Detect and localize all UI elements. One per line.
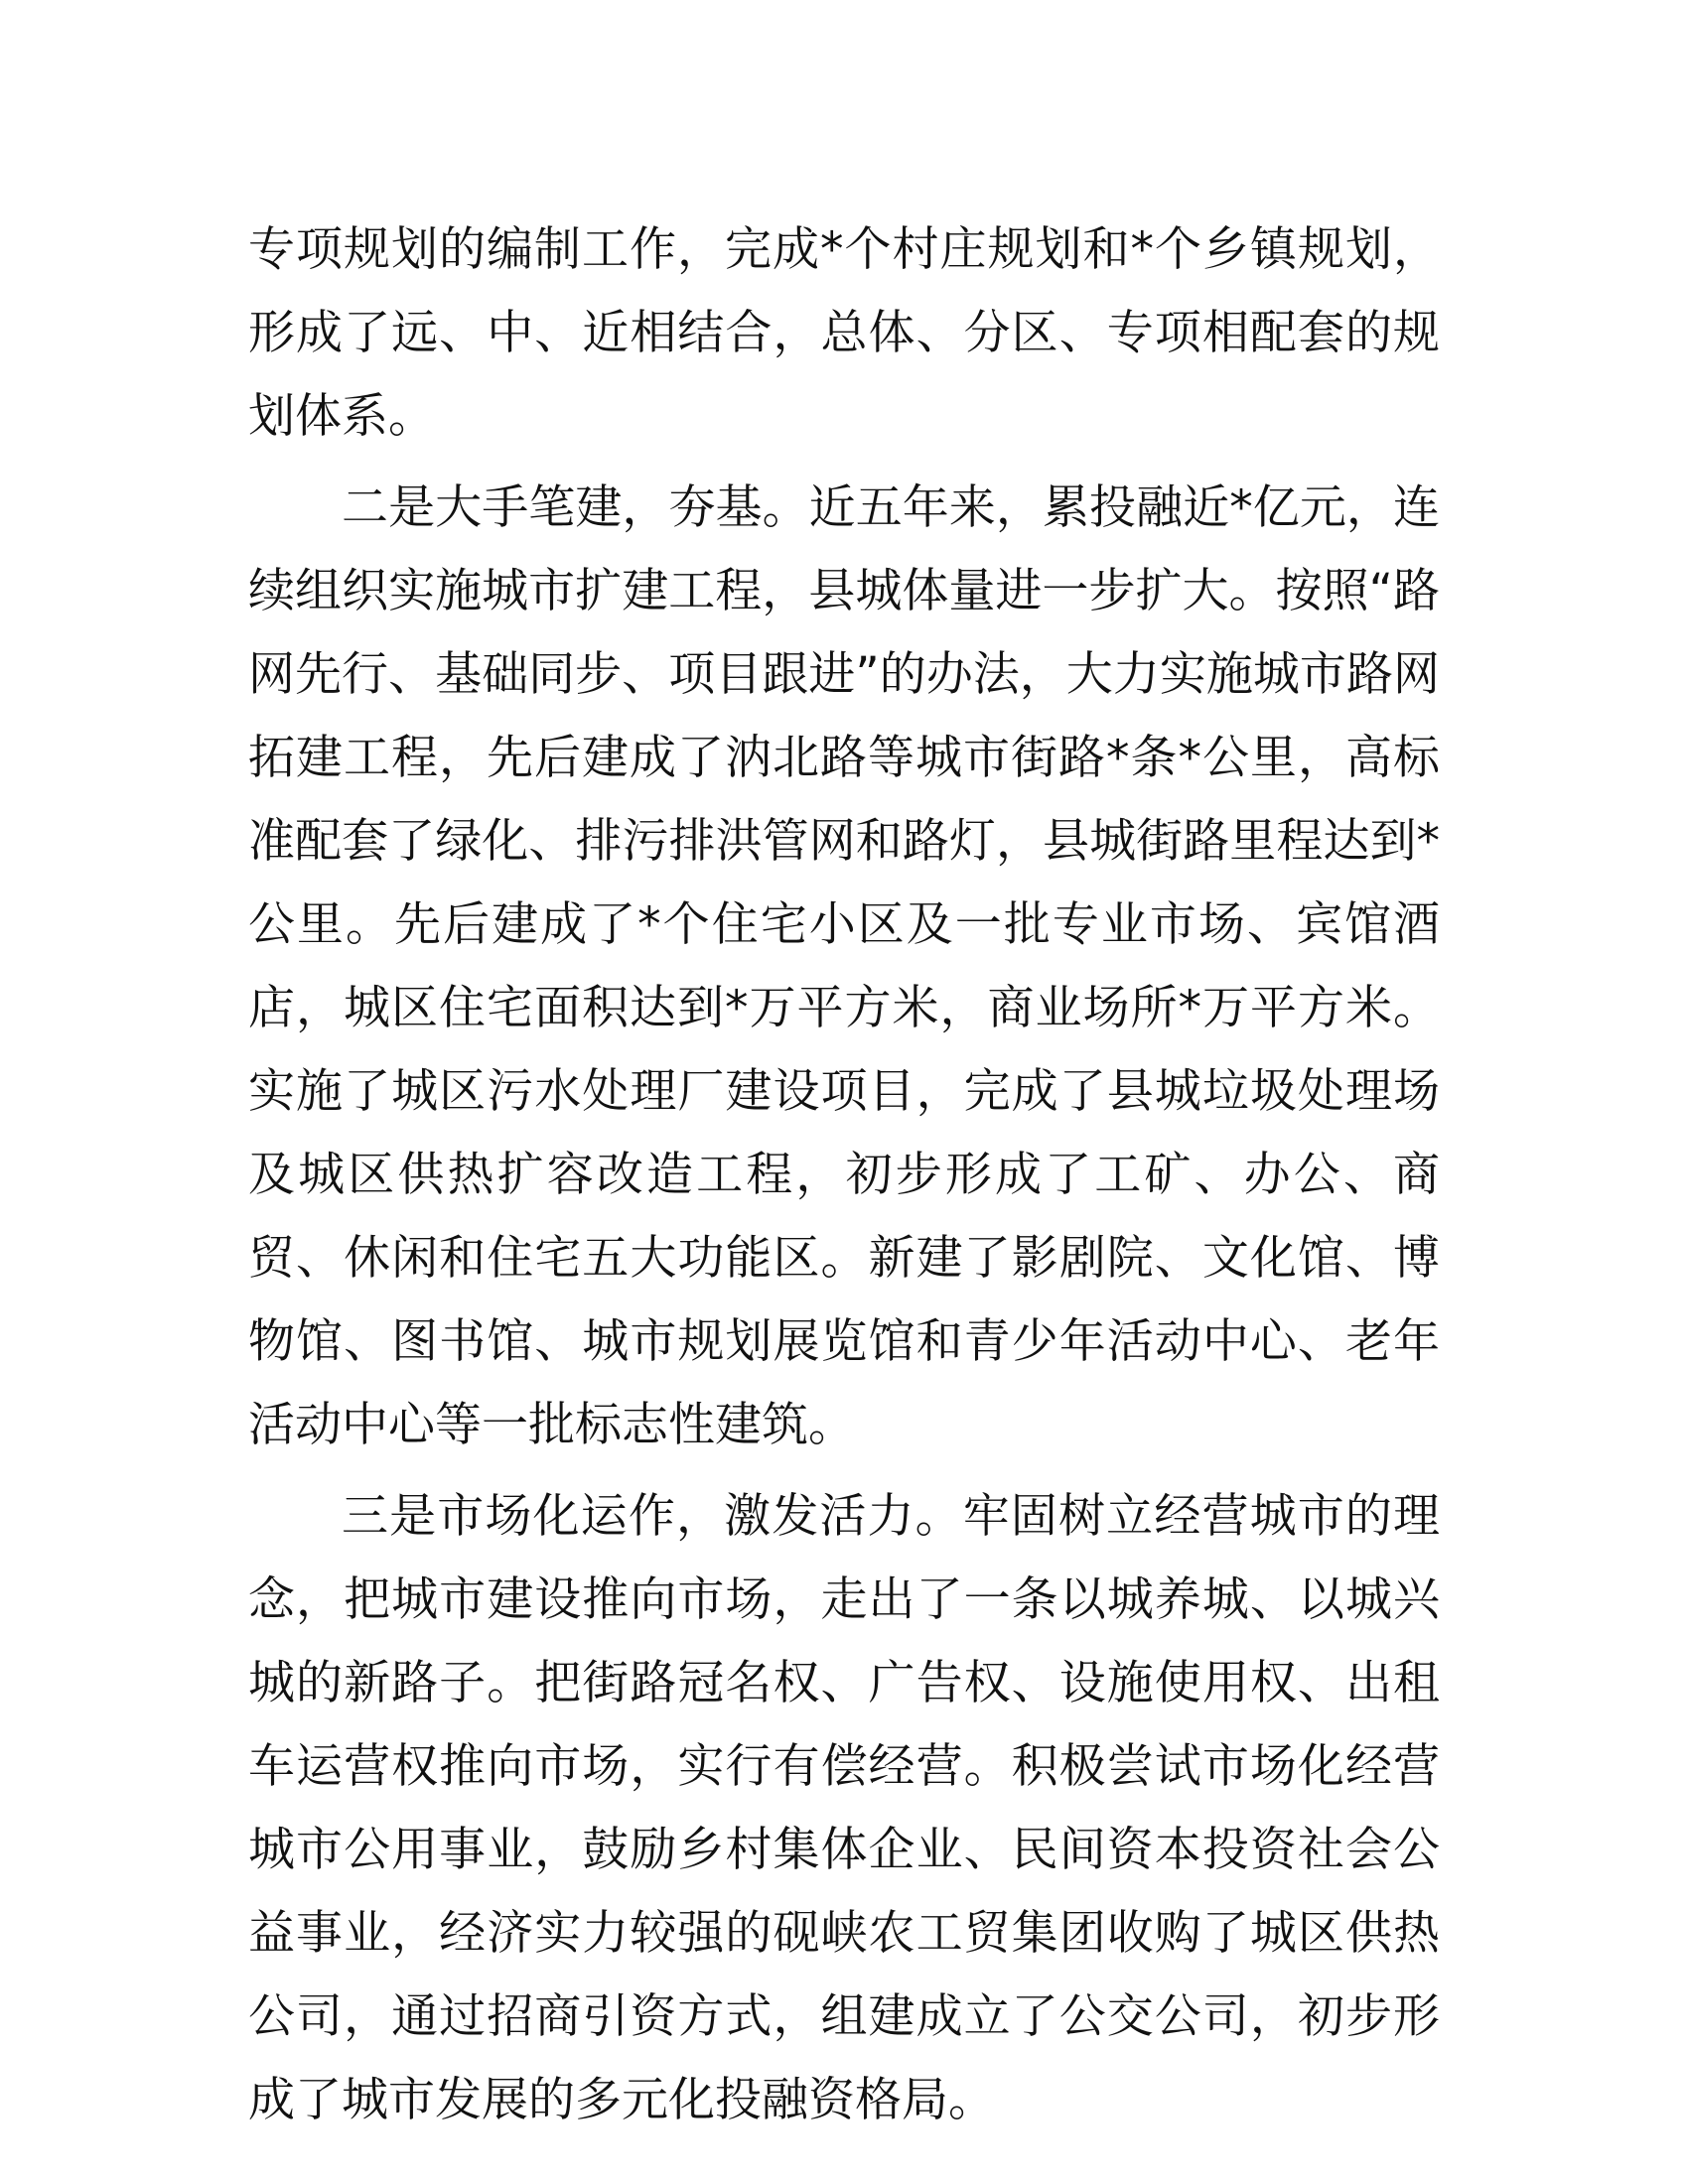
paragraph-planning-continued: 专项规划的编制工作，完成*个村庄规划和*个乡镇规划，形成了远、中、近相结合，总体、分区、专项相配套的规划体系。 bbox=[248, 222, 1440, 444]
paragraph-construction: 二是大手笔建，夯基。近五年来，累投融近*亿元，连续组织实施城市扩建工程，县城体量进一步扩大。按照“路网先行、基础同步、项目跟进”的办法，大力实施城市路网拓建工程，先后建成了汭北路等城市街路*条*公里，高标准配套了绿化、排污排洪管网和路灯，县城街路里程达到*公里。先后建成了*个住宅小区及一批专业市场、宾馆酒店，城区住宅面积达到*万平方米，商业场所*万平方米。实施了城区污水处理厂建设项目，完成了县城垃圾处理场及城区供热扩容改造工程，初步形成了工矿、办公、商贸、休闲和住宅五大功能区。新建了影剧院、文化馆、博物馆、图书馆、城市规划展览馆和青少年活动中心、老年活动中心等一批标志性建筑。 bbox=[248, 480, 1440, 1452]
document-body bbox=[248, 208, 1440, 2142]
paragraph-market-operation: 三是市场化运作，激发活力。牢固树立经营城市的理念，把城市建设推向市场，走出了一条以城养城、以城兴城的新路子。把街路冠名权、广告权、设施使用权、出租车运营权推向市场，实行有偿经营。积极尝试市场化经营城市公用事业，鼓励乡村集体企业、民间资本投资社会公益事业，经济实力较强的砚峡农工贸集团收购了城区供热公司，通过招商引资方式，组建成立了公交公司，初步形成了城市发展的多元化投融资格局。 bbox=[248, 1489, 1440, 2127]
